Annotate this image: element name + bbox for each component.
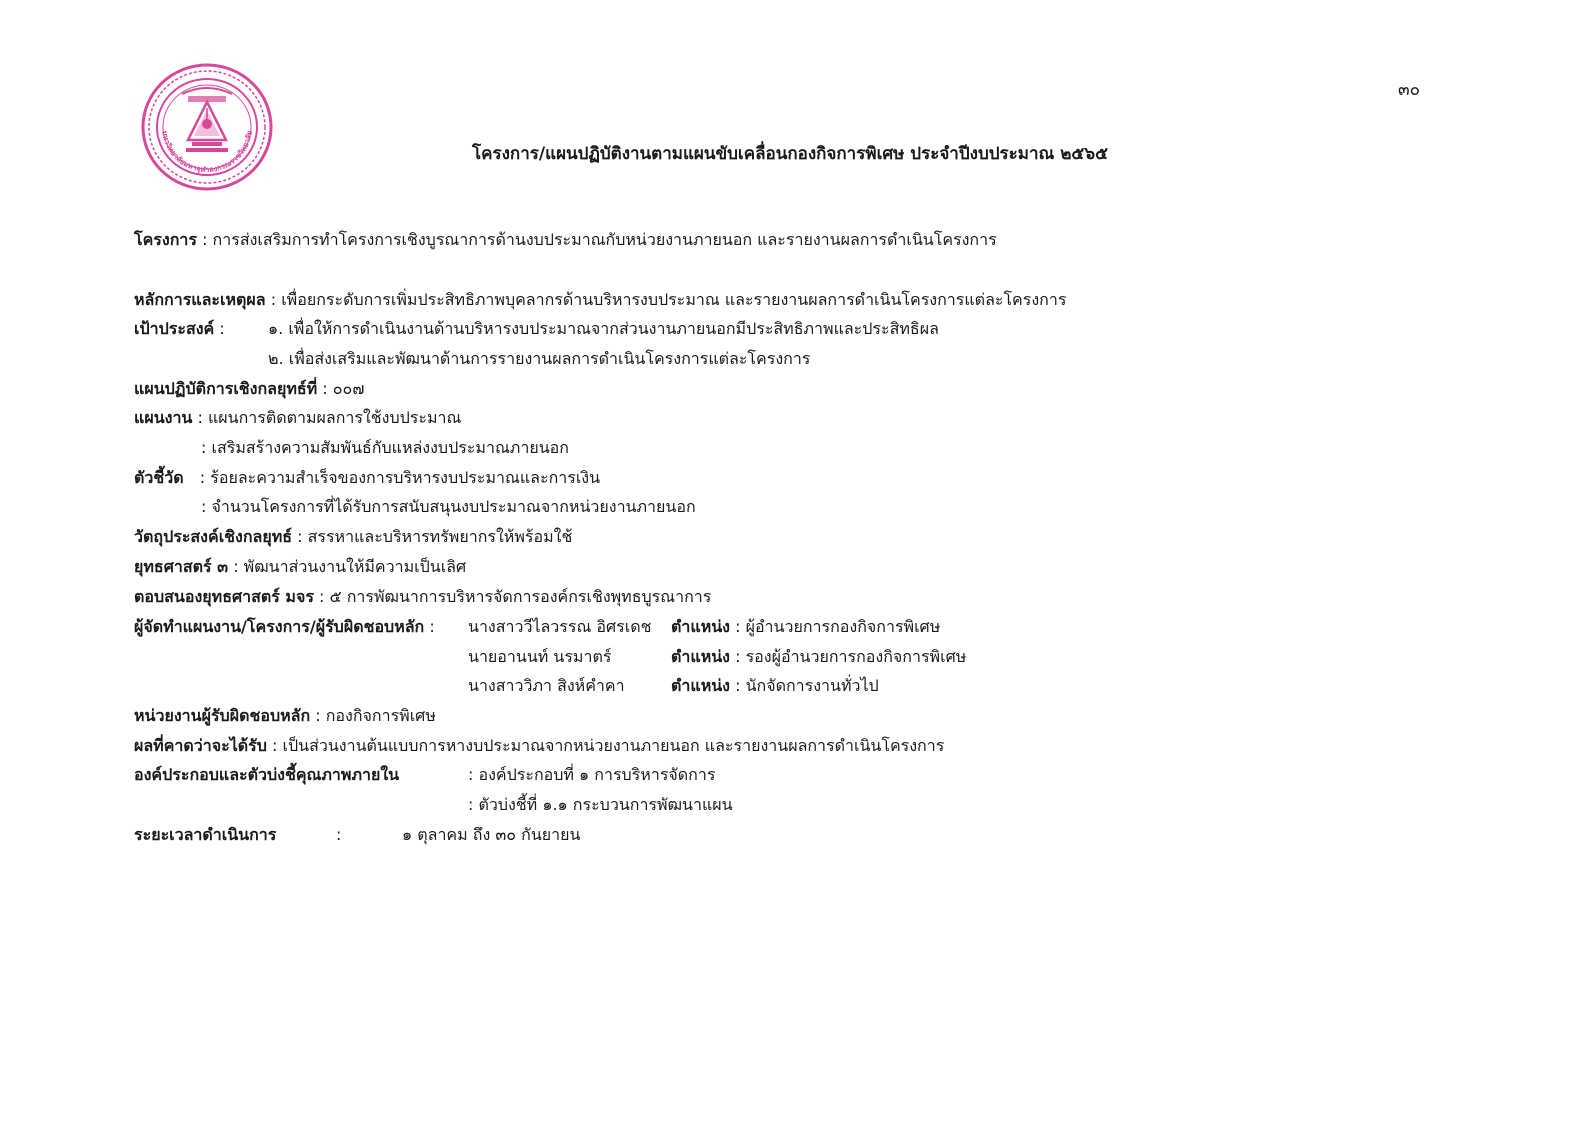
position-label: ตำแหน่ง — [671, 676, 730, 695]
position-value: นักจัดการงานทั่วไป — [745, 676, 879, 695]
colon: : — [201, 497, 207, 516]
work-plan-row — [201, 437, 569, 459]
qa-item: : ตัวบ่งชี้ที่ ๑.๑ กระบวนการพัฒนาแผน — [468, 795, 733, 814]
mcu-strategy-row — [134, 586, 711, 608]
project-label: โครงการ — [134, 230, 197, 249]
strategy-value: พัฒนาส่วนงานให้มีความเป็นเลิศ — [243, 557, 467, 576]
colon: : — [272, 736, 278, 755]
colon: : — [233, 557, 239, 576]
university-seal — [140, 62, 274, 192]
svg-text:มหาวิทยาลัยมหาจุฬาลงกรณราชวิทย: มหาวิทยาลัยมหาจุฬาลงกรณราชวิทยาลัย — [160, 130, 254, 175]
person-position — [671, 675, 879, 697]
unit-row — [134, 705, 436, 727]
objectives-row — [134, 318, 225, 340]
objective-item: ๒. เพื่อส่งเสริมและพัฒนาด้านการรายงานผลการดำเนินโครงการแต่ละโครงการ — [268, 349, 811, 368]
work-plan-label: แผนงาน — [134, 408, 193, 427]
person-position — [671, 616, 940, 638]
position-label: ตำแหน่ง — [671, 617, 730, 636]
expected-result-row — [134, 735, 944, 757]
project-row — [134, 229, 997, 251]
colon: : — [202, 230, 208, 249]
indicator-item: ร้อยละความสำเร็จของการบริหารงบประมาณและการเงิน — [210, 468, 601, 487]
work-plan-item: เสริมสร้างความสัมพันธ์กับแหล่งงบประมาณภายนอก — [211, 438, 569, 457]
mcu-strategy-label: ตอบสนองยุทธศาสตร์ มจร — [134, 587, 314, 606]
rationale-row — [134, 289, 1066, 311]
colon: : — [336, 825, 342, 844]
period-label: ระยะเวลาดำเนินการ — [134, 825, 277, 844]
position-value: รองผู้อำนวยการกองกิจการพิเศษ — [745, 647, 967, 666]
person-name: นางสาววิภา สิงห์คำคา — [468, 676, 625, 695]
strategic-objective-value: สรรหาและบริหารทรัพยากรให้พร้อมใช้ — [307, 527, 573, 546]
rationale-value: เพื่อยกระดับการเพิ่มประสิทธิภาพบุคลากรด้านบริหารงบประมาณ และรายงานผลการดำเนินโครงการแต่ละโครงการ — [281, 290, 1067, 309]
indicators-label: ตัวชี้วัด — [134, 468, 184, 487]
period-row — [134, 824, 276, 846]
page-number: ๓๐ — [1398, 80, 1420, 100]
colon: : — [319, 587, 325, 606]
objective-item: ๑. เพื่อให้การดำเนินงานด้านบริหารงบประมาณจากส่วนงานภายนอกมีประสิทธิภาพและประสิทธิผล — [268, 319, 939, 338]
responsible-label: ผู้จัดทำแผนงาน/โครงการ/ผู้รับผิดชอบหลัก — [134, 617, 425, 636]
person-name: นางสาววีไลวรรณ อิศรเดช — [468, 617, 652, 636]
mcu-strategy-value: ๕ การพัฒนาการบริหารจัดการองค์กรเชิงพุทธบูรณาการ — [329, 587, 712, 606]
strategic-plan-label: แผนปฏิบัติการเชิงกลยุทธ์ที่ — [134, 379, 318, 398]
unit-label: หน่วยงานผู้รับผิดชอบหลัก — [134, 706, 311, 725]
position-value: ผู้อำนวยการกองกิจการพิเศษ — [745, 617, 941, 636]
strategic-plan-row — [134, 378, 364, 400]
qa-row — [134, 764, 399, 786]
person-name: นายอานนท์ นรมาตร์ — [468, 647, 612, 666]
colon: : — [322, 379, 328, 398]
work-plan-row — [134, 407, 461, 429]
colon: : — [315, 706, 321, 725]
objectives-label: เป้าประสงค์ — [134, 319, 215, 338]
colon: : — [270, 290, 277, 309]
indicators-row — [201, 496, 696, 518]
qa-item: : องค์ประกอบที่ ๑ การบริหารจัดการ — [468, 765, 716, 784]
colon: : — [219, 319, 225, 338]
work-plan-item: แผนการติดตามผลการใช้งบประมาณ — [207, 408, 462, 427]
responsible-row — [134, 616, 435, 638]
project-value: การส่งเสริมการทำโครงการเชิงบูรณาการด้านงบประมาณกับหน่วยงานภายนอก และรายงานผลการดำเนินโครงการ — [212, 230, 997, 249]
colon: : — [735, 676, 741, 695]
strategy-label: ยุทธศาสตร์ ๓ — [134, 557, 229, 576]
strategic-objective-label: วัตถุประสงค์เชิงกลยุทธ์ — [134, 527, 293, 546]
colon: : — [735, 617, 741, 636]
rationale-label: หลักการและเหตุผล — [134, 290, 266, 309]
document-title: โครงการ/แผนปฏิบัติงานตามแผนขับเคลื่อนกองกิจการพิเศษ ประจำปีงบประมาณ ๒๕๖๕ — [472, 144, 1108, 164]
colon: : — [429, 617, 435, 636]
colon: : — [201, 438, 207, 457]
colon: : — [297, 527, 303, 546]
expected-result-value: เป็นส่วนงานต้นแบบการหางบประมาณจากหน่วยงานภายนอก และรายงานผลการดำเนินโครงการ — [282, 736, 945, 755]
strategic-objective-row — [134, 526, 572, 548]
indicator-item: จำนวนโครงการที่ได้รับการสนับสนุนงบประมาณจากหน่วยงานภายนอก — [211, 497, 696, 516]
period-value: ๑ ตุลาคม ถึง ๓๐ กันยายน — [402, 825, 581, 844]
expected-result-label: ผลที่คาดว่าจะได้รับ — [134, 736, 267, 755]
qa-label: องค์ประกอบและตัวบ่งชี้คุณภาพภายใน — [134, 765, 400, 784]
colon: : — [199, 468, 206, 487]
indicators-row — [134, 467, 600, 489]
strategic-plan-value: ๐๐๗ — [332, 379, 365, 398]
position-label: ตำแหน่ง — [671, 647, 730, 666]
colon: : — [197, 408, 203, 427]
strategy-row — [134, 556, 466, 578]
person-position — [671, 646, 966, 668]
unit-value: กองกิจการพิเศษ — [325, 706, 436, 725]
colon: : — [735, 647, 741, 666]
